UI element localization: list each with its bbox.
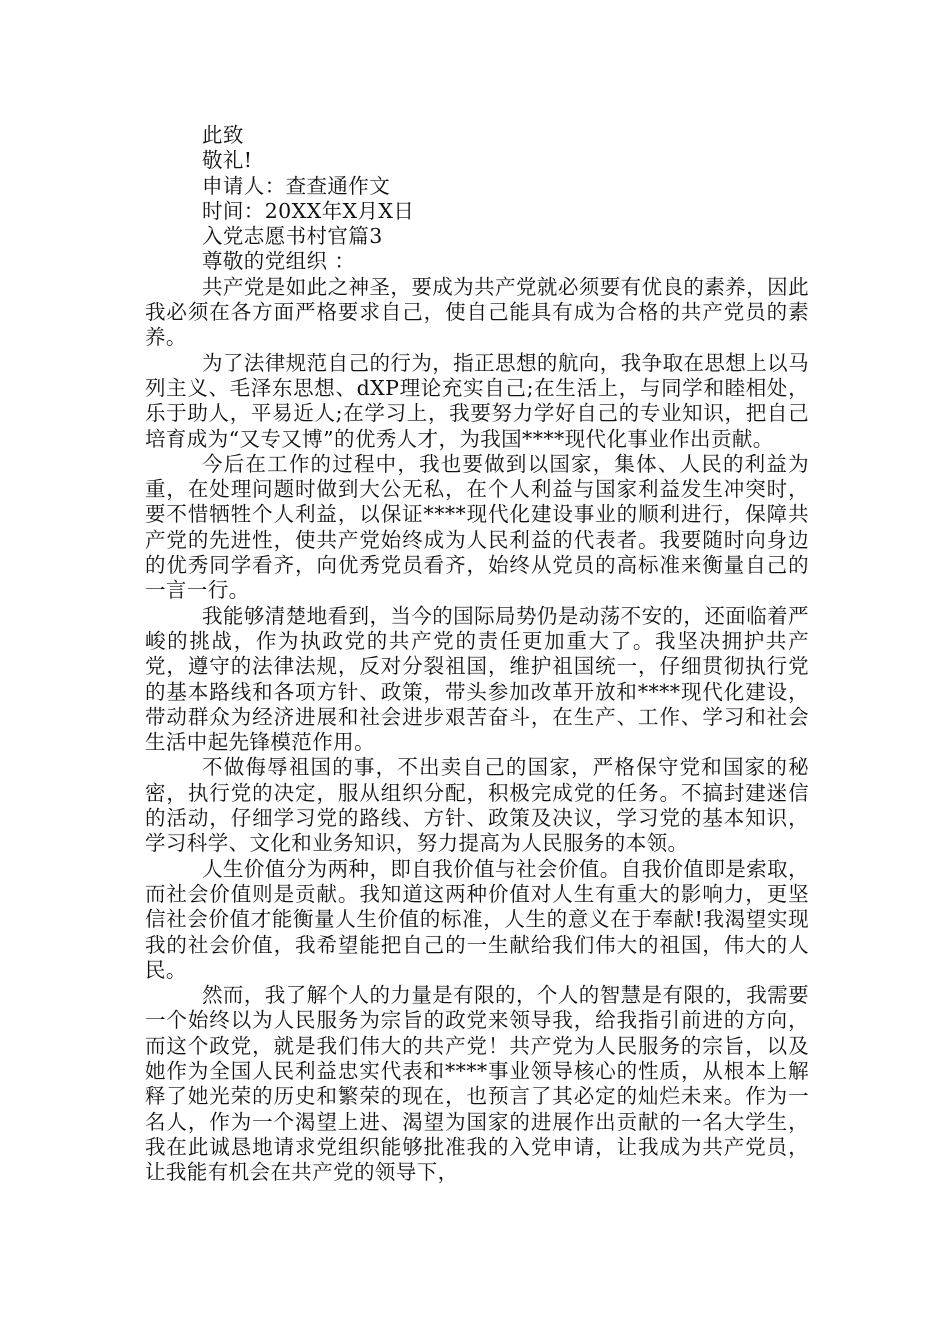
paragraph: 不做侮辱祖国的事，不出卖自己的国家，严格保守党和国家的秘密，执行党的决定，服从组织分配，积极完成党的任务。不搞封建迷信的活动，仔细学习党的路线、方针、政策及决议，学习党的基本知识，学习科学、文化和业务知识，努力提高为人民服务的本领。 bbox=[145, 755, 809, 856]
paragraph: 然而，我了解个人的力量是有限的，个人的智慧是有限的，我需要一个始终以为人民服务为宗旨的政党来领导我，给我指引前进的方向，而这个政党，就是我们伟大的共产党！共产党为人民服务的宗旨，以及她作为全国人民利益忠实代表和****事业领导核心的性质，从根本上解释了她光荣的历史和繁荣的现在，也预言了其必定的灿烂未来。作为一名人，作为一个渴望上进、渴望为国家的进展作出贡献的一名大学生，我在此诚恳地请求党组织能够批准我的入党申请，让我成为共产党员，让我能有机会在共产党的领导下， bbox=[145, 983, 809, 1185]
document-page bbox=[145, 123, 809, 1185]
paragraph: 为了法律规范自己的行为，指正思想的航向，我争取在思想上以马列主义、毛泽东思想、dXP理论充实自己;在生活上，与同学和睦相处，乐于助人，平易近人;在学习上，我要努力学好自己的专业知识，把自己培育成为“又专又博”的优秀人才，为我国****现代化事业作出贡献。 bbox=[145, 350, 809, 451]
date-line: 时间：20XX年X月X日 bbox=[202, 198, 415, 223]
section-title: 入党志愿书村官篇3 bbox=[202, 224, 383, 249]
paragraph: 人生价值分为两种，即自我价值与社会价值。自我价值即是索取，而社会价值则是贡献。我知道这两种价值对人生有重大的影响力，更坚信社会价值才能衡量人生价值的标准，人生的意义在于奉献!我渴望实现我的社会价值，我希望能把自己的一生献给我们伟大的祖国，伟大的人民。 bbox=[145, 856, 809, 982]
paragraph: 我能够清楚地看到，当今的国际局势仍是动荡不安的，还面临着严峻的挑战，作为执政党的共产党的责任更加重大了。我坚决拥护共产党，遵守的法律法规，反对分裂祖国，维护祖国统一，仔细贯彻执行党的基本路线和各项方针、政策，带头参加改革开放和****现代化建设，带动群众为经济进展和社会进步艰苦奋斗，在生产、工作、学习和社会生活中起先锋模范作用。 bbox=[145, 603, 809, 755]
paragraph: 共产党是如此之神圣，要成为共产党就必须要有优良的素养，因此我必须在各方面严格要求自己，使自己能具有成为合格的共产党员的素养。 bbox=[145, 274, 809, 350]
paragraph: 今后在工作的过程中，我也要做到以国家，集体、人民的利益为重，在处理问题时做到大公无私，在个人利益与国家利益发生冲突时，要不惜牺牲个人利益，以保证****现代化建设事业的顺利进行，保障共产党的先进性，使共产党始终成为人民利益的代表者。我要随时向身边的优秀同学看齐，向优秀党员看齐，始终从党员的高标准来衡量自己的一言一行。 bbox=[145, 451, 809, 603]
closing-salutation: 此致 bbox=[202, 123, 244, 147]
closing-greeting: 敬礼! bbox=[202, 148, 253, 173]
letter-salutation: 尊敬的党组织 ： bbox=[202, 249, 356, 274]
applicant-line: 申请人：查查通作文 bbox=[202, 173, 391, 198]
